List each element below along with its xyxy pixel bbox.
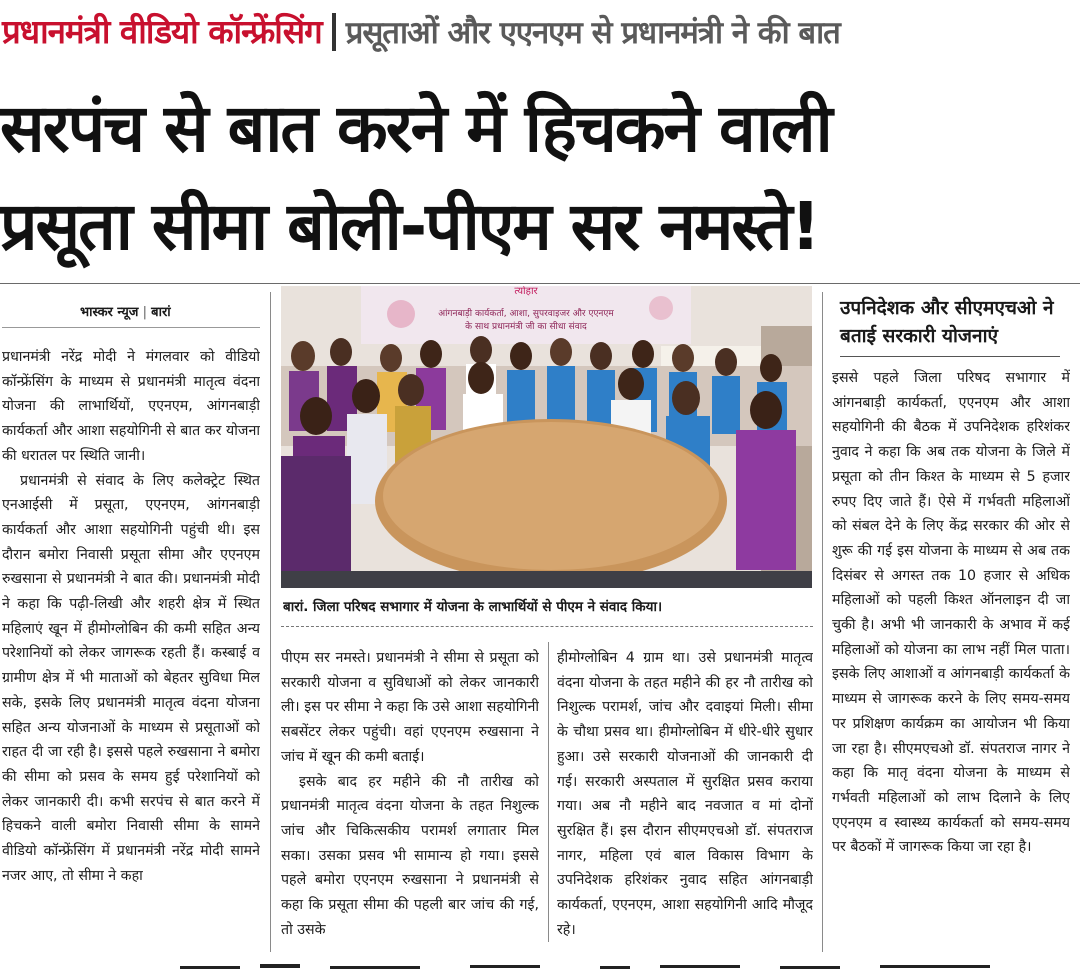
column-divider: [270, 292, 271, 952]
byline-agency: भास्कर न्यूज: [80, 305, 139, 320]
column-divider: [548, 642, 549, 942]
svg-text:त्योहार: त्योहार: [514, 286, 538, 297]
column-divider: [822, 292, 823, 952]
sidebar-column: [832, 366, 1070, 951]
byline-place: बारां: [151, 305, 171, 320]
column-1-paragraph: प्रधानमंत्री से संवाद के लिए कलेक्ट्रेट स्थित एनआईसी में प्रसूता, एएनएम, आंगनबाड़ी कार्यकर्ता और आशा सहयोगिनी पहुंची थी। इस दौरान बमोरा निवासी प्रसूता सीमा और एएनएम रुखसाना से प्रधानमंत्री ने बात की। प्रधानमंत्री मोदी ने कहा कि पढ़ी-लिखी और शहरी क्षेत्र में स्थित महिलाएं खून में हीमोग्लोबिन की कमी सहित अन्य परेशानियों को लेकर जागरूक रहती हैं। कस्बाई व ग्रामीण क्षेत्र में भी माताओं को बेहतर सुविधा मिल सके, इसके लिए प्रधानमंत्री मातृत्व वंदना योजना सहित अन्य योजनाओं के माध्यम से प्रसूताओं को राहत दी जा रही है। इससे पहले रुखसाना ने बमोरा की सीमा को प्रसव के समय हुई परेशानियों को लेकर जानकारी दी। कभी सरपंच से बात करने में हिचकने वाली बमोरा निवासी सीमा के सामने वीडियो कॉन्फ्रेंसिंग में प्रधानमंत्री नरेंद्र मोदी सामने नजर आए, तो सीमा ने कहा: [2, 472, 260, 884]
column-1-paragraph: प्रधानमंत्री नरेंद्र मोदी ने मंगलवार को वीडियो कॉन्फ्रेंसिंग के माध्यम से प्रधानमंत्री मातृत्व वंदना योजना की लाभार्थियों, एएनएम, आंगनबाड़ी कार्यकर्ता और आशा सहयोगिनी से बात कर योजना की धरातल पर स्थिति जानी।: [2, 349, 260, 464]
column-2: [281, 646, 539, 946]
column-1: [2, 345, 260, 957]
news-photo: [281, 286, 812, 588]
column-3-paragraph: हीमोग्लोबिन 4 ग्राम था। उसे प्रधानमंत्री मातृत्व वंदना योजना के तहत महीने की हर नौ तारीख को निशुल्क परामर्श, जांच और दवाइयां मिली। सीमा के चौथा प्रसव था। हीमोग्लोबिन में धीरे-धीरे सुधार हुआ। उसे सरकारी योजनाओं की जानकारी दी गई। सरकारी अस्पताल में सुरक्षित प्रसव कराया गया। अब नौ महीने बाद नवजात व मां दोनों सुरक्षित हैं। इस दौरान सीएमएचओ डॉ. संपतराज नागर, महिला एवं बाल विकास विभाग के उपनिदेशक हरिशंकर नुवाद सहित आंगनबाड़ी कार्यकर्ता, एएनएम, आशा सहयोगिनी आदि मौजूद रहे।: [557, 650, 813, 938]
headline-rule: [0, 283, 1080, 284]
banner-text-1: आंगनबाड़ी कार्यकर्ता, आशा, सुपरवाइजर और एएनएम: [438, 309, 614, 319]
photo-caption: बारां. जिला परिषद सभागार में योजना के लाभार्थियों से पीएम ने संवाद किया।: [283, 599, 663, 615]
column-3: [557, 646, 813, 946]
next-article-fragment: [0, 958, 1083, 971]
caption-rule: [281, 626, 813, 628]
byline: भास्कर न्यूज | बारां: [80, 305, 171, 320]
section-label: प्रधानमंत्री वीडियो कॉन्फ्रेंसिंग: [2, 12, 322, 51]
byline-rule: [2, 327, 260, 328]
column-2-paragraph: इसके बाद हर महीने की नौ तारीख को प्रधानमंत्री मातृत्व वंदना योजना के तहत निशुल्क जांच और चिकित्सकीय परामर्श लगातार मिल सका। उसका प्रसव भी सामान्य हो गया। इससे पहले बमोरा एएनएम रुखसाना ने प्रधानमंत्री से कहा कि प्रसूता सीमा की पहली बार जांच की गई, तो उसके: [281, 773, 539, 938]
column-2-paragraph: पीएम सर नमस्ते। प्रधानमंत्री ने सीमा से प्रसूता को सरकारी योजना व सुविधाओं को लेकर जानकारी ली। इस पर सीमा ने कहा कि उसे आशा सहयोगिनी सबसेंटर लेकर पहुंची। वहां एएनएम रुखसाना ने जांच में खून की कमी बताई।: [281, 650, 539, 765]
topic-label: प्रसूताओं और एएनएम से प्रधानमंत्री ने की बात: [345, 15, 840, 51]
headline: [0, 80, 1083, 276]
sidebar-title-rule: [840, 356, 1060, 357]
sidebar-paragraph: इससे पहले जिला परिषद सभागार में आंगनबाड़ी कार्यकर्ता, एएनएम और आशा सहयोगिनी की बैठक में उपनिदेशक हरिशंकर नुवाद ने कहा कि अब तक योजना के जिले में प्रसूता को तीन किश्त के माध्यम से 5 हजार रुपए दिए जाते हैं। ऐसे में गर्भवती महिलाओं को संबल देने के लिए केंद्र सरकार की ओर से शुरू की गई इस योजना के माध्यम से अब तक दिसंबर से अगस्त तक 10 हजार से अधिक महिलाओं को पहली किश्त ऑनलाइन दी जा चुकी है। अभी भी जानकारी के अभाव में कई महिलाओं को योजना का लाभ नहीं मिल पाता। इसके लिए आशाओं व आंगनबाड़ी कार्यकर्ता के माध्यम से जागरूक करने के लिए समय-समय पर प्रशिक्षण कार्यक्रम का आयोजन भी किया जा रहा है। सीएमएचओ डॉ. संपतराज नागर ने कहा कि मातृ वंदना योजना के माध्यम से गर्भवती महिलाओं को लाभ दिलाने के लिए एएनएम व स्वास्थ्य कार्यकर्ता को समय-समय पर बैठकों में जागरूक किया जा रहा है।: [832, 370, 1070, 856]
sidebar-title: उपनिदेशक और सीएमएचओ ने बताई सरकारी योजनाएं: [840, 297, 1054, 347]
headline-line-1: सरपंच से बात करने में हिचकने वाली: [0, 90, 831, 167]
banner-text-2: के साथ प्रधानमंत्री जी का सीधा संवाद: [465, 322, 587, 332]
kicker-line: [2, 8, 1077, 58]
headline-line-2: प्रसूता सीमा बोली-पीएम सर नमस्ते!: [0, 188, 819, 265]
kicker-divider: [332, 13, 336, 51]
